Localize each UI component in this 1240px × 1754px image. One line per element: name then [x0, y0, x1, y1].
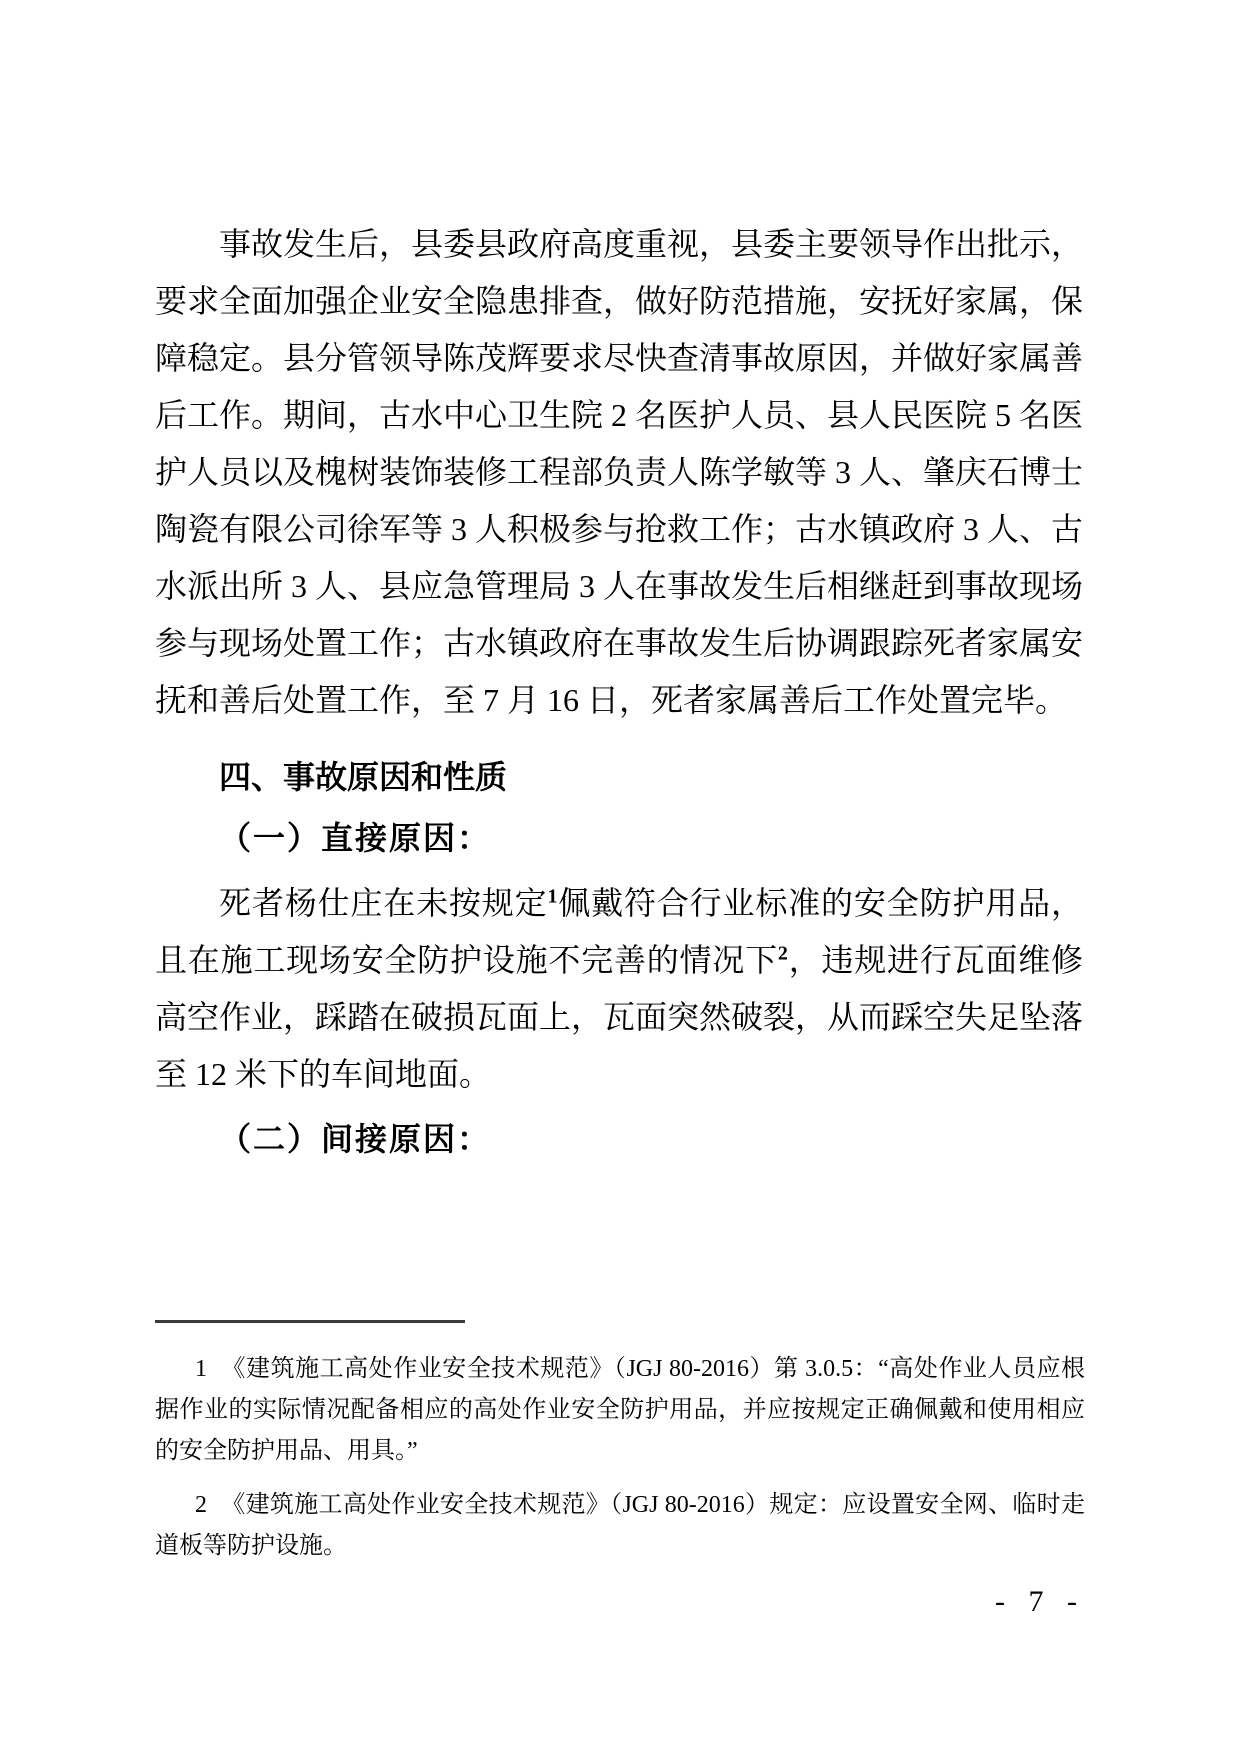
footnote-reference-1: 1 [547, 885, 558, 908]
footnote-1 [155, 1349, 1085, 1472]
direct-cause-text-2: 佩戴符合行业标准的安全防护用品，且在施工现场安全防护设施不完善的情况下 [155, 885, 1083, 978]
footnote-1-marker: 1 [195, 1356, 207, 1382]
direct-cause-text-1: 死者杨仕庄在未按规定 [219, 885, 548, 921]
direct-cause-text-3: ，违规进行瓦面维修高空作业，踩踏在破损瓦面上，瓦面突然破裂，从而踩空失足坠落至 12 米下的车间地面。 [155, 942, 1084, 1092]
footnote-2-marker: 2 [195, 1492, 207, 1518]
footnote-1-text: 《建筑施工高处作业安全技术规范》（JGJ 80-2016）第 3.0.5：“高处作业人员应根据作业的实际情况配备相应的高处作业安全防护用品，并应按规定正确佩戴和使用相应的安全防护用品、用具。” [155, 1356, 1085, 1464]
footnote-reference-2: 2 [777, 942, 788, 965]
footnote-area [155, 1320, 1085, 1580]
paragraph-direct-cause [155, 875, 1083, 1103]
footnote-2 [155, 1485, 1085, 1567]
paragraph-accident-aftermath: 事故发生后，县委县政府高度重视，县委主要领导作出批示，要求全面加强企业安全隐患排查，做好防范措施，安抚好家属，保障稳定。县分管领导陈茂辉要求尽快查清事故原因，并做好家属善后工作。期间，古水中心卫生院 2 名医护人员、县人民医院 5 名医护人员以及槐树装饰装修工程部负责人陈学敏等 3 人、肇庆石博士陶瓷有限公司徐军等 3 人积极参与抢救工作；古水镇政府 3 人、古水派出所 3 人、县应急管理局 3 人在事故发生后相继赶到事故现场参与现场处置工作；古水镇政府在事故发生后协调跟踪死者家属安抚和善后处置工作，至 7 月 16 日，死者家属善后工作处置完毕。 [155, 226, 1084, 718]
footnote-separator-line [155, 1320, 465, 1323]
footnote-2-text: 《建筑施工高处作业安全技术规范》（JGJ 80-2016）规定：应设置安全网、临时走道板等防护设施。 [155, 1492, 1085, 1559]
page-number: - 7 - [995, 1585, 1085, 1618]
subheading-direct-cause: （一）直接原因： [219, 820, 492, 856]
section-heading-causes-and-nature: 四、事故原因和性质 [219, 759, 508, 795]
subheading-indirect-cause: （二）间接原因： [219, 1121, 492, 1157]
document-body [155, 216, 1083, 1168]
